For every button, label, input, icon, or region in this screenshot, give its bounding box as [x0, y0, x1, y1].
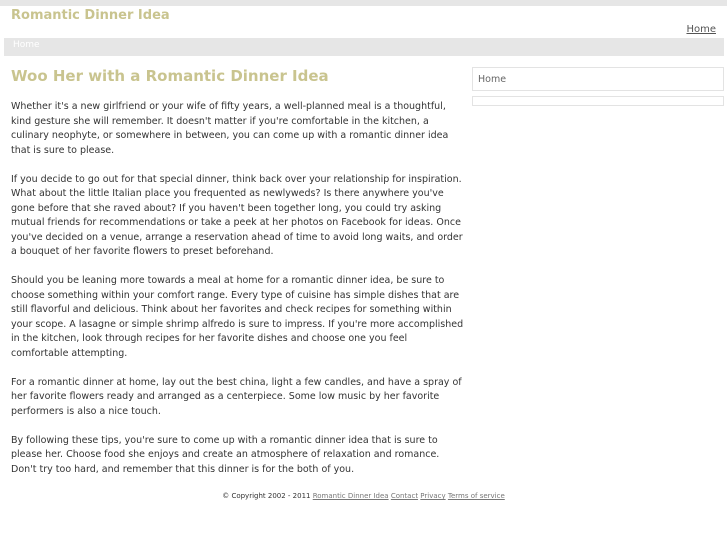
copyright-text: © Copyright 2002 - 2011 [222, 492, 311, 500]
footer-site-link[interactable]: Romantic Dinner Idea [312, 492, 389, 500]
sidebar-menu [472, 67, 724, 91]
header-home-link[interactable]: Home [686, 24, 716, 35]
article-paragraph: Whether it's a new girlfriend or your wife of fifty years, a well-planned meal is a thoughtful, kind gesture she will remember. It doesn't matter if you're comfortable in the kitchen, a culinary neophyte, or somewhere in between, you can come up with a romantic dinner idea that is sure to please. [11, 101, 449, 156]
page-title: Woo Her with a Romantic Dinner Idea [11, 67, 329, 85]
sidebar-empty-box [472, 96, 724, 106]
main-content [11, 66, 466, 492]
site-title-link[interactable]: Romantic Dinner Idea [11, 8, 170, 23]
article-paragraph: By following these tips, you're sure to come up with a romantic dinner idea that is sure to please her. Choose food she enjoys and create an atmosphere of relaxation and romance. Don't try too hard, and remember that this dinner is for the both of you. [11, 434, 440, 475]
footer-contact-link[interactable]: Contact [390, 492, 419, 500]
article-paragraph: Should you be leaning more towards a meal at home for a romantic dinner idea, be sure to choose something within your comfort range. Every type of cuisine has simple dishes that are still flavorful and delicious. Think about her favorites and check recipes for something within your scope. A lasagne or simple shrimp alfredo is sure to impress. If you're more accomplished in the kitchen, look through recipes for her favorite dishes and choose one you feel comfortable attempting. [11, 275, 464, 359]
footer-terms-link[interactable]: Terms of service [447, 492, 505, 500]
nav-item-home[interactable]: Home [13, 40, 40, 50]
top-stripe [0, 0, 727, 6]
nav-bar [4, 38, 724, 56]
footer-privacy-link[interactable]: Privacy [420, 492, 446, 500]
article-paragraph: If you decide to go out for that special dinner, think back over your relationship for inspiration. What about the little Italian place you frequented as newlyweds? Is there anywhere you've gone before that she raved about? If you haven't been together long, you could try asking mutual friends for recommendations or take a peek at her photos on Facebook for ideas. Once you've decided on a venue, arrange a reservation ahead of time to avoid long waits, and order a bouquet of her favorite flowers to preset beforehand. [11, 173, 463, 257]
footer [0, 492, 727, 500]
sidebar-item-home[interactable]: Home [478, 74, 507, 85]
article-paragraph: For a romantic dinner at home, lay out the best china, light a few candles, and have a spray of her favorite flowers ready and arranged as a centerpiece. Some low music by her favorite performers is also a nice touch. [11, 376, 462, 417]
